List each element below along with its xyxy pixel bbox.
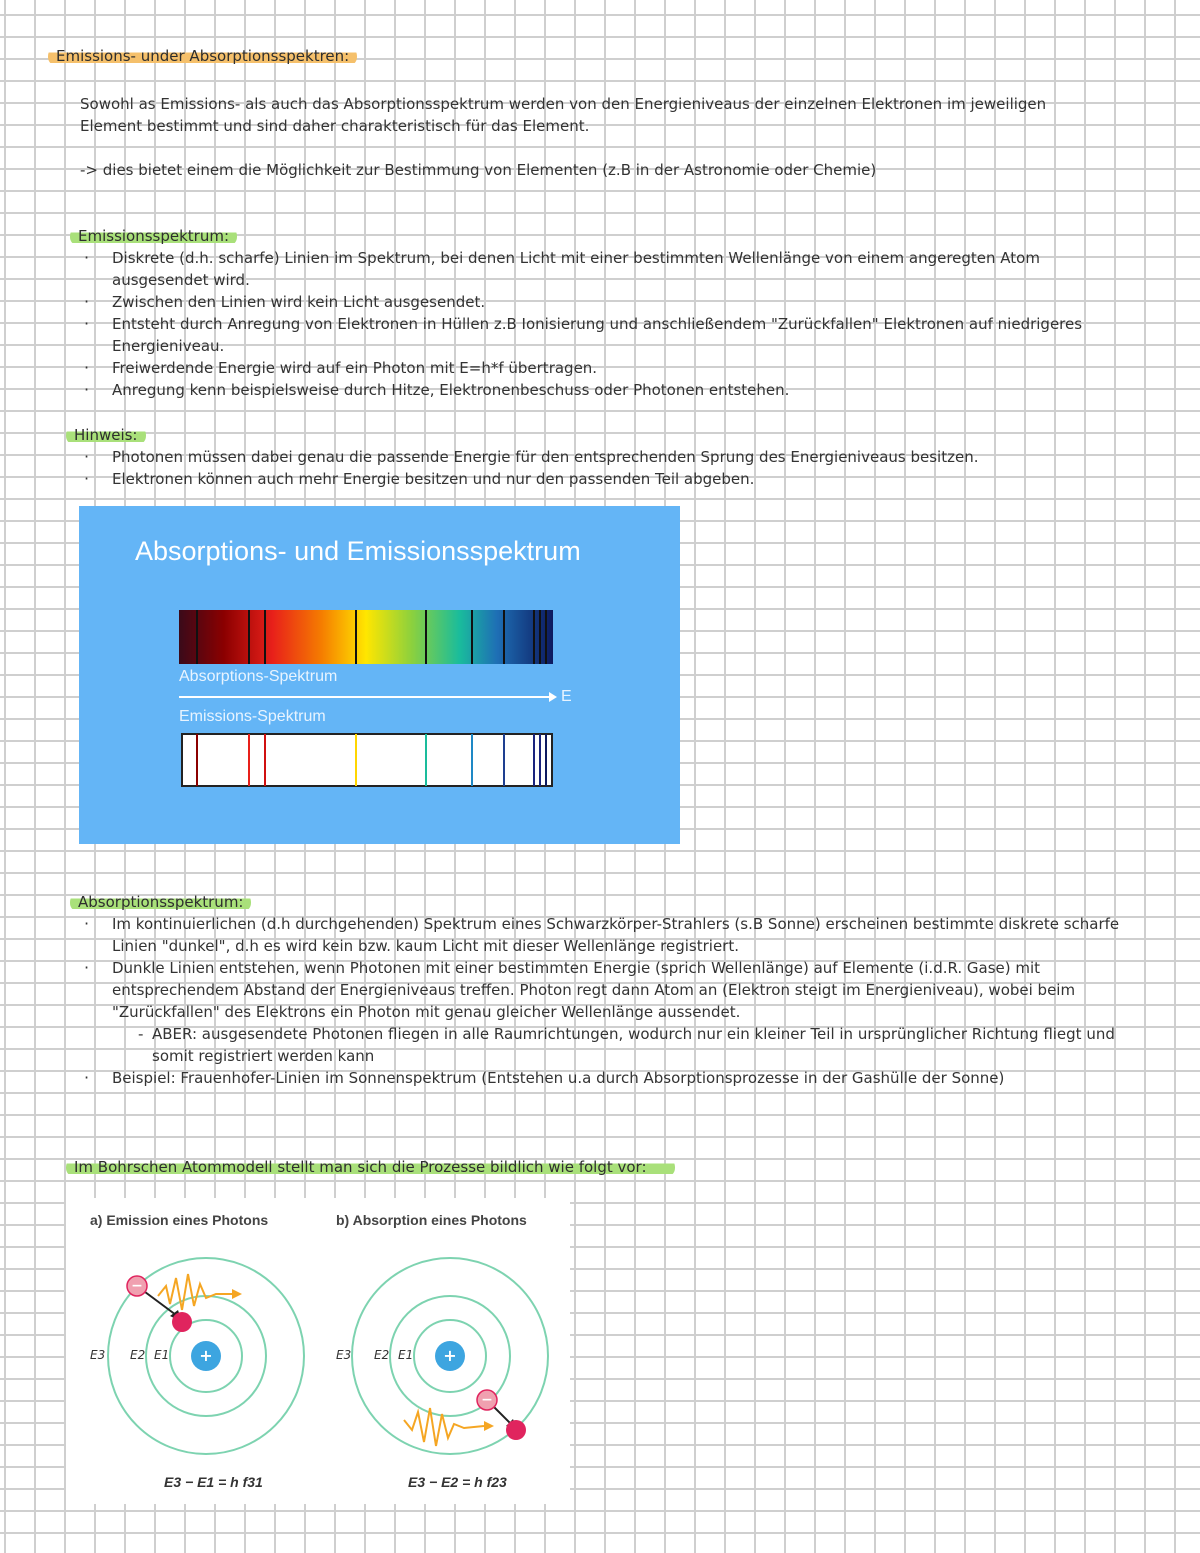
- list-item: · Zwischen den Linien wird kein Licht ausgesendet.: [80, 291, 1100, 313]
- list-item: · Im kontinuierlichen (d.h durchgehenden) Spektrum eines Schwarzkörper-Strahlers (s.B Sonne) erscheinen bestimmte diskrete scharfe Linien "dunkel", d.h es wird kein bzw. kaum Licht mit dieser Wellenlänge registriert.: [80, 913, 1130, 957]
- atom-b-nucleus-sign: +: [443, 1346, 457, 1365]
- hinweis-heading: [66, 425, 146, 445]
- hinweis-heading-text: Hinweis:: [66, 426, 146, 445]
- absorption-items: [80, 913, 1130, 1023]
- intro-note: -> dies bietet einem die Möglichkeit zur Bestimmung von Elementen (z.B in der Astronomie oder Chemie): [80, 161, 877, 179]
- atom-a-photon-wave: [158, 1274, 232, 1310]
- list-item: · Diskrete (d.h. scharfe) Linien im Spektrum, bei denen Licht mit einer bestimmten Wellenlänge von einem angeregten Atom ausgesendet wird.: [80, 247, 1100, 291]
- bohr-figure: [66, 1198, 570, 1504]
- absorption-sub-item: - ABER: ausgesendete Photonen fliegen in alle Raumrichtungen, wodurch nur ein kleiner Teil in ursprünglicher Richtung fliegt und somit registriert werden kann: [80, 1023, 1130, 1067]
- spectrum-figure: [79, 506, 680, 844]
- atom-a-label-e1: E1: [154, 1348, 170, 1362]
- main-heading: [48, 46, 357, 66]
- energy-axis-arrow: [549, 692, 557, 702]
- intro-paragraph: Sowohl as Emissions- als auch das Absorptionsspektrum werden von den Energieniveaus der einzelnen Elektronen im jeweiligen Element bestimmt und sind daher charakteristisch für das Element.: [80, 95, 1047, 135]
- atom-b-photon-wave: [404, 1408, 484, 1446]
- atom-b-photon-arrow: [484, 1421, 494, 1431]
- formula-absorption: E3 − E2 = h f23: [408, 1474, 507, 1490]
- emission-spectrum-label: Emissions-Spektrum: [179, 708, 326, 725]
- formula-emission: E3 − E1 = h f31: [164, 1474, 263, 1490]
- absorption-spectrum-bar: [179, 610, 553, 664]
- atom-b-electron-sign: −: [481, 1392, 493, 1408]
- atom-a-label-e2: E2: [130, 1348, 146, 1362]
- absorption-items-2: [80, 1067, 1130, 1089]
- atom-a-electron-end: [172, 1312, 192, 1332]
- list-item: · Beispiel: Frauenhofer-Linien im Sonnenspektrum (Entstehen u.a durch Absorptionsprozesse in der Gashülle der Sonne): [80, 1067, 1130, 1089]
- list-item: · Elektronen können auch mehr Energie besitzen und nur den passenden Teil abgeben.: [80, 468, 1100, 490]
- spectrum-graphic: [79, 506, 680, 844]
- bohr-heading: [66, 1157, 675, 1177]
- atom-b-electron-end: [506, 1420, 526, 1440]
- hinweis-list: [80, 446, 1100, 490]
- atom-a-photon-arrow: [232, 1289, 242, 1299]
- absorption-heading-text: Absorptionsspektrum:: [70, 893, 251, 912]
- atom-a-label-e3: E3: [90, 1348, 106, 1362]
- atom-b-label-e2: E2: [374, 1348, 390, 1362]
- bohr-heading-text: Im Bohrschen Atommodell stellt man sich die Prozesse bildlich wie folgt vor:: [66, 1158, 675, 1177]
- list-item: · Anregung kenn beispielsweise durch Hitze, Elektronenbeschuss oder Photonen entstehen.: [80, 379, 1100, 401]
- atom-a-electron-sign: −: [131, 1278, 143, 1294]
- caption-emission: a) Emission eines Photons: [90, 1212, 269, 1228]
- absorption-heading: [70, 892, 251, 912]
- list-item: · Dunkle Linien entstehen, wenn Photonen mit einer bestimmten Energie (sprich Wellenlänge) auf Elemente (i.d.R. Gase) mit entsprechendem Abstand der Energieniveaus treffen. Photon regt dann Atom an (Elektron steigt im Energieniveau), wobei beim "Zurückfallen" des Elektrons ein Photon mit genau gleicher Wellenlänge aussendet.: [80, 957, 1130, 1023]
- emission-spectrum-bar: [182, 734, 552, 786]
- list-item: · Photonen müssen dabei genau die passende Energie für den entsprechenden Sprung des Energieniveaus besitzen.: [80, 446, 1100, 468]
- absorption-list: [80, 913, 1130, 1089]
- list-item: · Entsteht durch Anregung von Elektronen in Hüllen z.B Ionisierung und anschließendem "Zurückfallen" Elektronen auf niedrigeres Energieniveau.: [80, 313, 1100, 357]
- list-item: · Freiwerdende Energie wird auf ein Photon mit E=h*f übertragen.: [80, 357, 1100, 379]
- atom-b-label-e1: E1: [398, 1348, 414, 1362]
- emission-heading-text: Emissionsspektrum:: [70, 227, 237, 246]
- energy-axis-label: E: [561, 688, 572, 705]
- main-heading-text: Emissions- under Absorptionsspektren:: [48, 47, 357, 66]
- spectrum-title: Absorptions- und Emissionsspektrum: [135, 536, 581, 566]
- absorption-spectrum-label: Absorptions-Spektrum: [179, 668, 338, 685]
- emission-list: [80, 247, 1100, 401]
- atom-b-label-e3: E3: [336, 1348, 352, 1362]
- atom-a-nucleus-sign: +: [199, 1346, 213, 1365]
- caption-absorption: b) Absorption eines Photons: [336, 1212, 527, 1228]
- emission-heading: [70, 226, 237, 246]
